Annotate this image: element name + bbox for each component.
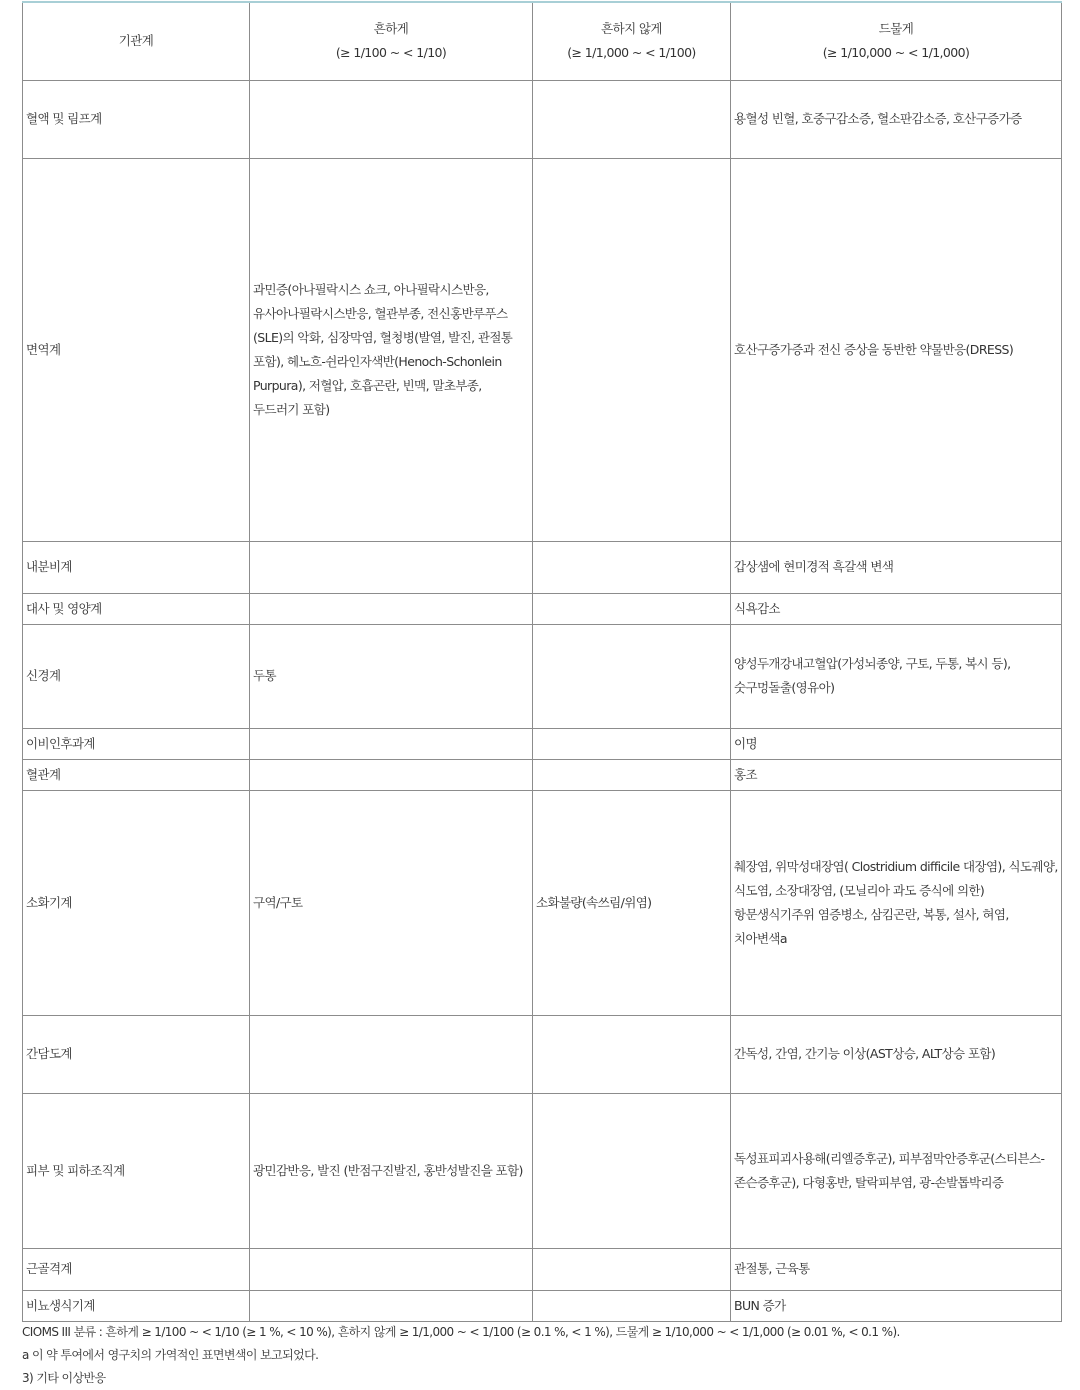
header-rare-range: (≥ 1/10,000 ~ < 1/1,000)	[822, 45, 970, 61]
table-row	[23, 1248, 1062, 1290]
common-cell: 구역/구토	[250, 790, 533, 1015]
uncommon-cell	[533, 728, 731, 759]
common-cell	[250, 728, 533, 759]
rare-cell: 용혈성 빈혈, 호중구감소증, 혈소판감소증, 호산구증가증	[731, 80, 1062, 158]
organ-cell: 근골격계	[23, 1248, 250, 1290]
table-row	[23, 759, 1062, 790]
organ-cell: 소화기계	[23, 790, 250, 1015]
organ-cell: 혈관계	[23, 759, 250, 790]
common-cell	[250, 80, 533, 158]
header-uncommon	[533, 2, 731, 80]
header-uncommon-label: 흔하지 않게	[601, 21, 662, 37]
organ-cell: 혈액 및 림프계	[23, 80, 250, 158]
rare-cell: 양성두개강내고혈압(가성뇌종양, 구토, 두통, 복시 등), 숫구멍돌출(영유아)	[731, 624, 1062, 728]
rare-cell: 이명	[731, 728, 1062, 759]
table-header-row	[23, 2, 1062, 80]
common-cell	[250, 1015, 533, 1093]
uncommon-cell	[533, 80, 731, 158]
common-cell	[250, 759, 533, 790]
common-cell: 광민감반응, 발진 (반점구진발진, 홍반성발진을 포함)	[250, 1093, 533, 1248]
table-row	[23, 1015, 1062, 1093]
table-row	[23, 728, 1062, 759]
organ-cell: 내분비계	[23, 541, 250, 593]
common-cell	[250, 593, 533, 624]
uncommon-cell	[533, 759, 731, 790]
header-common	[250, 2, 533, 80]
uncommon-cell	[533, 1015, 731, 1093]
table-row	[23, 1290, 1062, 1321]
header-common-range: (≥ 1/100 ~ < 1/10)	[335, 45, 447, 61]
rare-cell: 호산구증가증과 전신 증상을 동반한 약물반응(DRESS)	[731, 158, 1062, 541]
other-adverse-reactions-heading: 3) 기타 이상반응	[22, 1371, 106, 1385]
table-row	[23, 624, 1062, 728]
uncommon-cell	[533, 1248, 731, 1290]
rare-cell: BUN 증가	[731, 1290, 1062, 1321]
organ-cell: 간담도계	[23, 1015, 250, 1093]
footnote-a: a 이 약 투여에서 영구치의 가역적인 표면변색이 보고되었다.	[22, 1348, 319, 1362]
uncommon-cell	[533, 624, 731, 728]
common-cell: 두통	[250, 624, 533, 728]
uncommon-cell: 소화불량(속쓰림/위염)	[533, 790, 731, 1015]
rare-cell: 간독성, 간염, 간기능 이상(AST상승, ALT상승 포함)	[731, 1015, 1062, 1093]
uncommon-cell	[533, 158, 731, 541]
rare-cell: 관절통, 근육통	[731, 1248, 1062, 1290]
uncommon-cell	[533, 1093, 731, 1248]
table-row	[23, 158, 1062, 541]
header-common-label: 흔하게	[373, 21, 409, 37]
table-row	[23, 541, 1062, 593]
uncommon-cell	[533, 541, 731, 593]
common-cell	[250, 541, 533, 593]
rare-cell: 독성표피괴사용해(리엘증후군), 피부점막안증후군(스티븐스-존슨증후군), 다형홍반, 탈락피부염, 광-손발톱박리증	[731, 1093, 1062, 1248]
rare-cell: 갑상샘에 현미경적 흑갈색 변색	[731, 541, 1062, 593]
rare-cell: 홍조	[731, 759, 1062, 790]
common-cell: 과민증(아나필락시스 쇼크, 아나필락시스반응, 유사아나필락시스반응, 혈관부종, 전신홍반루푸스(SLE)의 악화, 심장막염, 혈청병(발열, 발진, 관절통 포함), 헤노흐-쉰라인자색반(Henoch-Schonlein Purpura), 저혈압, 호흡곤란, 빈맥, 말초부종, 두드러기 포함)	[250, 158, 533, 541]
rare-cell: 췌장염, 위막성대장염( Clostridium difficile 대장염), 식도궤양, 식도염, 소장대장염, (모닐리아 과도 증식에 의한)항문생식기주위 염증병소, 삼킴곤란, 복통, 설사, 혀염, 치아변색a	[731, 790, 1062, 1015]
footnotes	[22, 1321, 1062, 1390]
rare-cell: 식욕감소	[731, 593, 1062, 624]
common-cell	[250, 1248, 533, 1290]
common-cell	[250, 1290, 533, 1321]
table-row	[23, 593, 1062, 624]
header-uncommon-range: (≥ 1/1,000 ~ < 1/100)	[567, 45, 696, 61]
organ-cell: 대사 및 영양계	[23, 593, 250, 624]
header-rare	[731, 2, 1062, 80]
table-row	[23, 1093, 1062, 1248]
header-rare-label: 드물게	[878, 21, 914, 37]
organ-cell: 신경계	[23, 624, 250, 728]
organ-cell: 피부 및 피하조직계	[23, 1093, 250, 1248]
uncommon-cell	[533, 593, 731, 624]
adverse-reactions-table	[22, 1, 1062, 1322]
organ-cell: 비뇨생식기계	[23, 1290, 250, 1321]
uncommon-cell	[533, 1290, 731, 1321]
table-row	[23, 790, 1062, 1015]
organ-cell: 이비인후과계	[23, 728, 250, 759]
table-row	[23, 80, 1062, 158]
header-organ: 기관계	[23, 2, 250, 80]
organ-cell: 면역계	[23, 158, 250, 541]
cioms-classification-note: CIOMS III 분류 : 흔하게 ≥ 1/100 ~ < 1/10 (≥ 1 %, < 10 %), 흔하지 않게 ≥ 1/1,000 ~ < 1/100 (≥ 0.1 %, < 1 %), 드물게 ≥ 1/10,000 ~ < 1/1,000 (≥ 0.01 %, < 0.1 %).	[22, 1325, 900, 1339]
